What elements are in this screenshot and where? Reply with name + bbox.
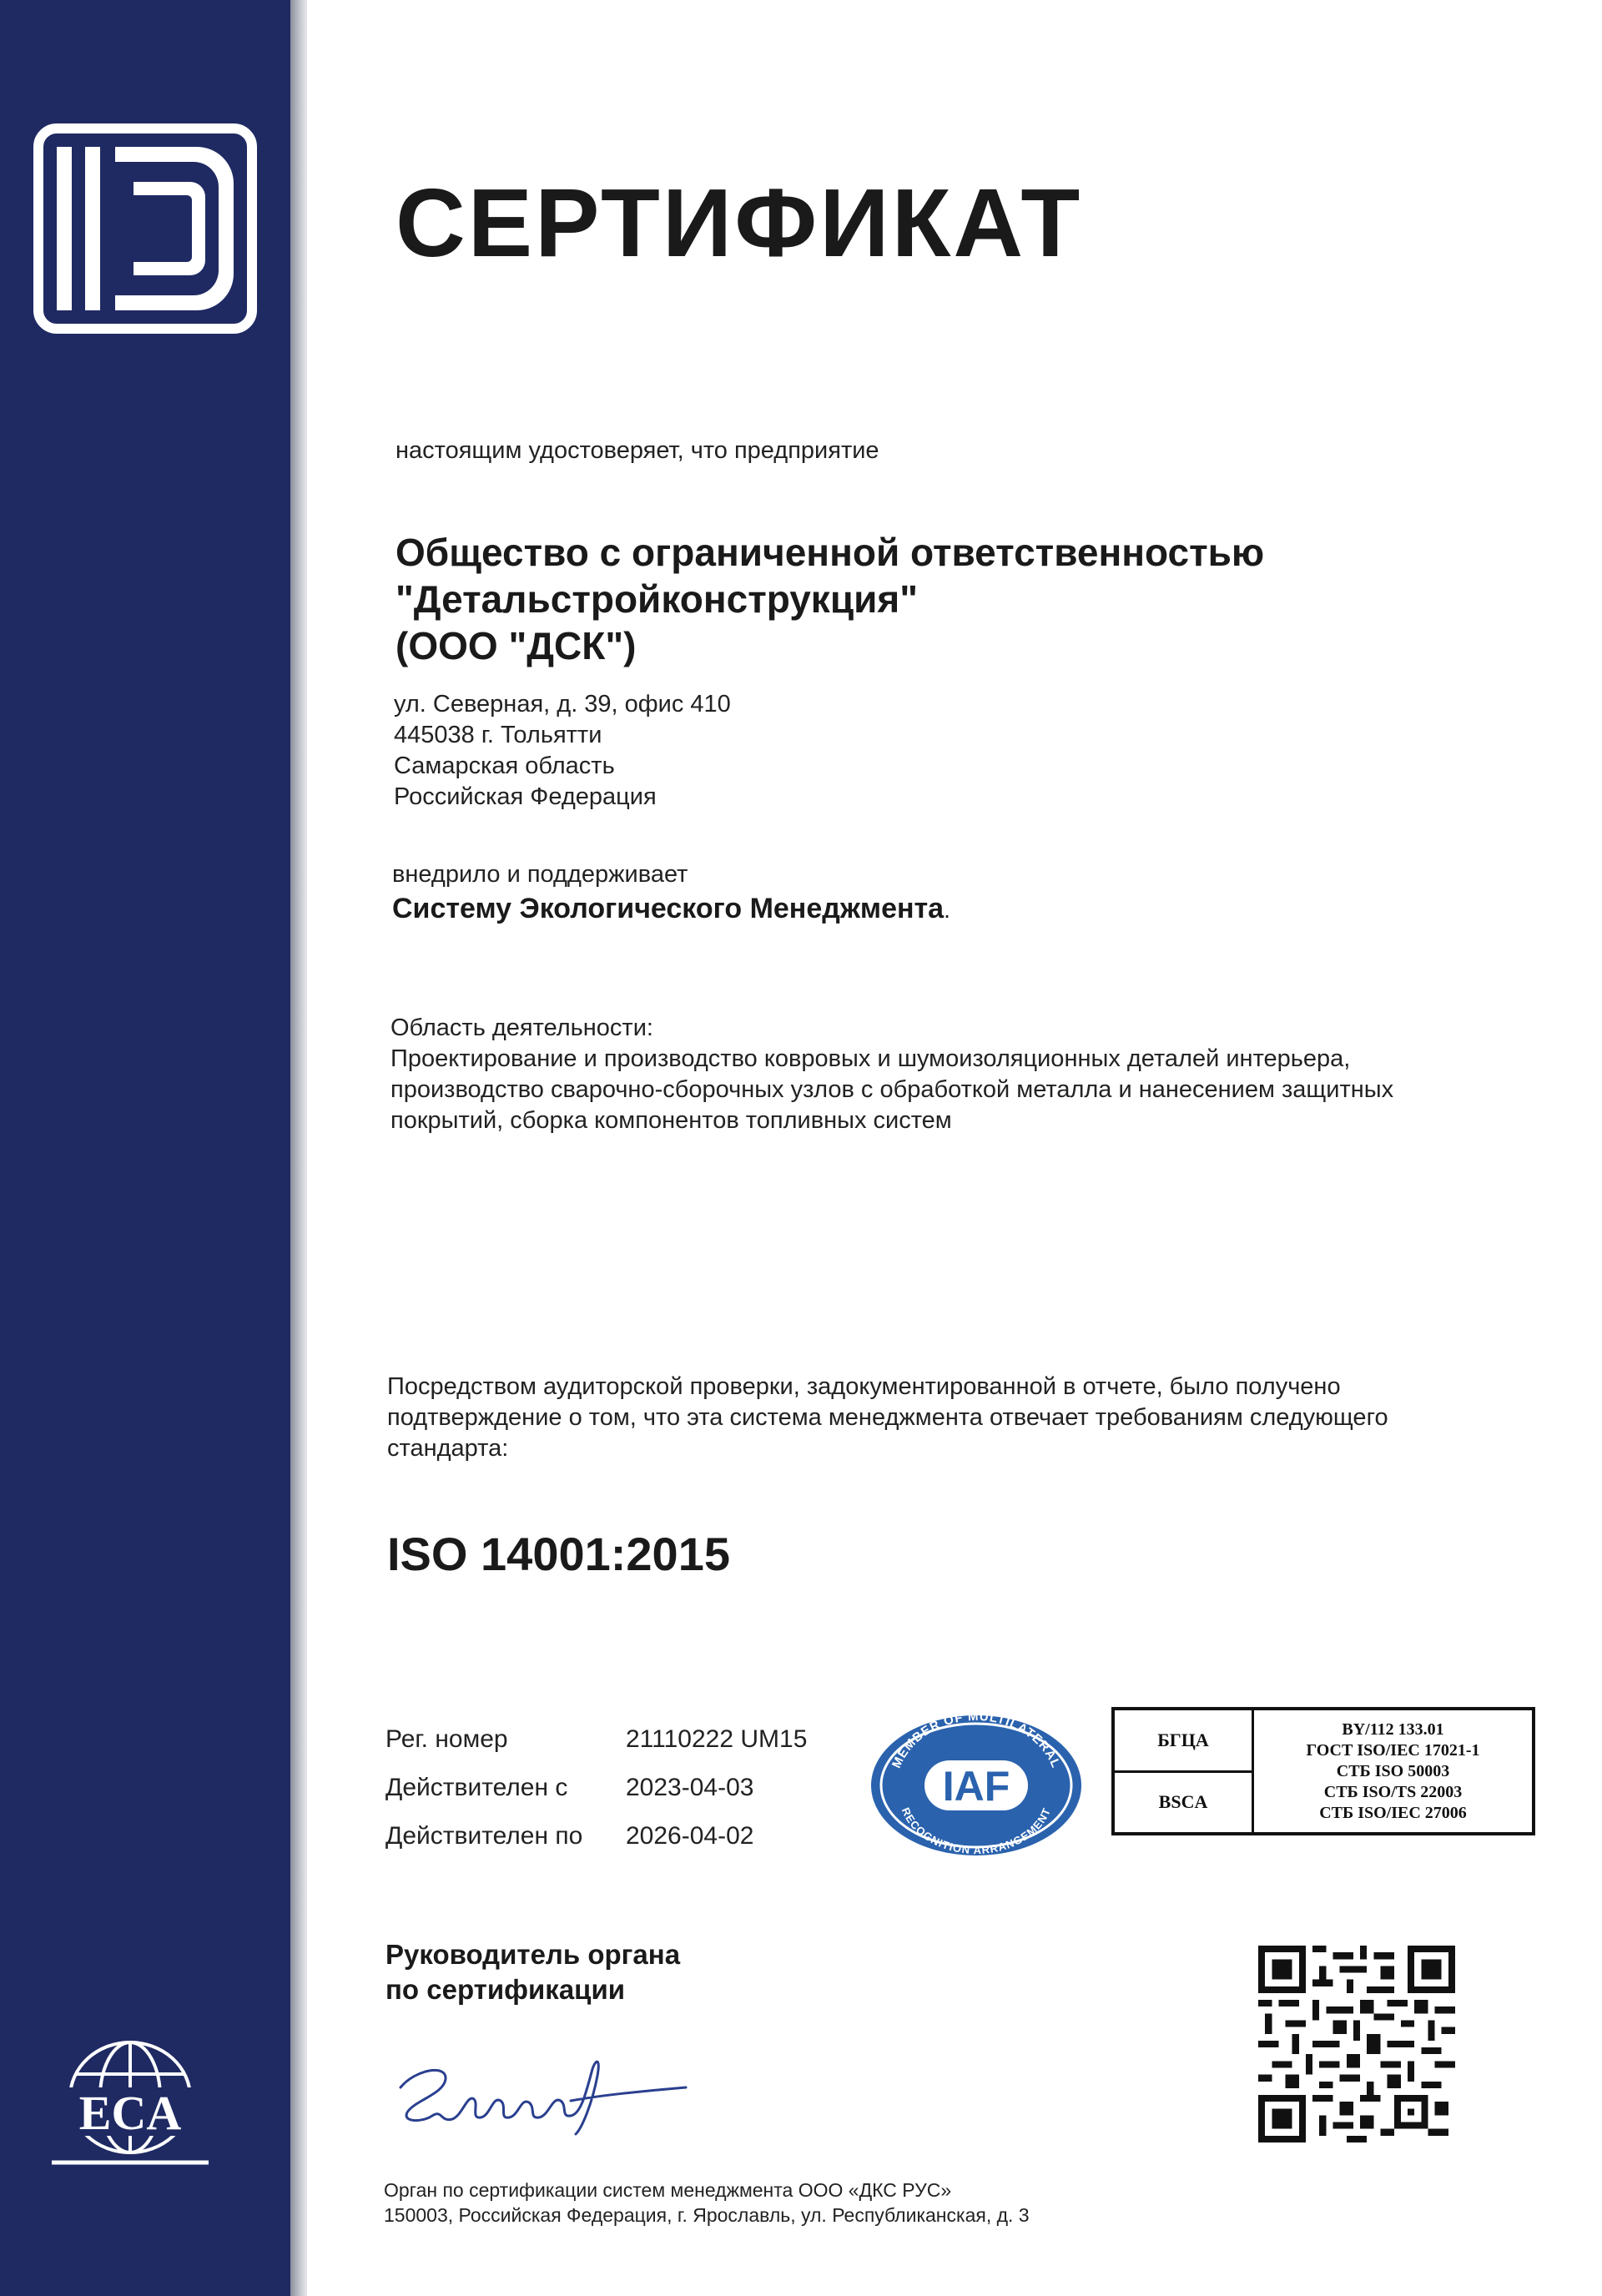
audit-line: Посредством аудиторской проверки, задокументированной в отчете, было получено <box>387 1373 1341 1400</box>
scope-line: покрытий, сборка компонентов топливных систем <box>390 1107 952 1134</box>
reg-number-row <box>385 1715 807 1764</box>
intro-text: настоящим удостоверяет, что предприятие <box>395 437 879 464</box>
reg-number-value: 21110222 UM15 <box>626 1725 808 1753</box>
valid-to-label: Действителен по <box>385 1822 583 1850</box>
accreditation-line: BY/112 133.01 <box>1342 1719 1444 1739</box>
signature-icon <box>382 2036 699 2144</box>
accreditation-details <box>1254 1710 1532 1832</box>
organization-name-line: (ООО "ДСК") <box>395 624 637 667</box>
organization-name-line: Общество с ограниченной ответственностью <box>395 531 1265 574</box>
accreditation-body-en: BSCA <box>1158 1791 1208 1813</box>
valid-from-value: 2023-04-03 <box>626 1774 754 1801</box>
iaf-top-arc-text: MEMBER OF MULTILATERAL <box>889 1709 1064 1770</box>
footer-line: Орган по сертификации систем менеджмента ООО «ДКС РУС» <box>384 2179 952 2201</box>
accreditation-line: ГОСТ ISO/IEC 17021-1 <box>1306 1740 1480 1760</box>
registration-block <box>385 1715 807 1860</box>
head-title-line: Руководитель органа <box>385 1939 681 1970</box>
scope-section <box>390 1013 1393 1136</box>
accreditation-line: СТБ ISO/IEC 27006 <box>1319 1803 1467 1822</box>
footer-line: 150003, Российская Федерация, г. Ярославль, ул. Республиканская, д. 3 <box>384 2204 1030 2226</box>
accreditation-body-names <box>1115 1710 1254 1832</box>
head-of-body-title <box>385 1937 680 2007</box>
valid-to-row <box>385 1812 807 1860</box>
audit-line: подтверждение о том, что эта система менеджмента отвечает требованиям следующего <box>387 1404 1388 1431</box>
system-intro: внедрило и поддерживает <box>392 861 688 888</box>
standard-name: ISO 14001:2015 <box>387 1528 730 1580</box>
system-name-text: Систему Экологического Менеджмента <box>392 893 945 924</box>
organization-name <box>395 529 1264 669</box>
audit-line: стандарта: <box>387 1435 509 1462</box>
certificate-title: СЕРТИФИКАТ <box>395 169 1083 277</box>
system-name-dot: . <box>944 897 950 923</box>
address-line: Самарская область <box>394 753 615 779</box>
qr-code-icon <box>1258 1946 1455 2142</box>
scope-label: Область деятельности: <box>390 1015 653 1041</box>
scope-line: Проектирование и производство ковровых и шумоизоляционных деталей интерьера, <box>390 1045 1351 1072</box>
accreditation-line: СТБ ISO 50003 <box>1336 1761 1450 1780</box>
sidebar-band <box>0 0 290 2296</box>
sidebar-edge <box>290 0 307 2296</box>
address-line: ул. Северная, д. 39, офис 410 <box>394 691 731 718</box>
eca-logo-icon <box>43 2036 217 2183</box>
address-line: Российская Федерация <box>394 783 657 810</box>
accreditation-box <box>1111 1707 1535 1835</box>
iaf-bottom-arc-text: RECOGNITION ARRANGEMENT <box>899 1805 1054 1857</box>
iaf-logo-text: IAF <box>942 1763 1010 1810</box>
footer-issuer <box>384 2178 1030 2228</box>
accreditation-body-ru: БГЦА <box>1115 1710 1252 1773</box>
system-name <box>392 893 950 925</box>
scope-line: производство сварочно-сборочных узлов с обработкой металла и нанесением защитных <box>390 1076 1394 1103</box>
valid-from-label: Действителен с <box>385 1774 568 1801</box>
valid-to-value: 2026-04-02 <box>626 1822 754 1850</box>
eca-logo-text: ECA <box>78 2086 182 2140</box>
organization-name-line: "Детальстройконструкция" <box>395 577 919 621</box>
reg-number-label: Рег. номер <box>385 1725 508 1753</box>
organization-address <box>394 689 731 813</box>
audit-statement <box>387 1372 1388 1464</box>
valid-from-row <box>385 1764 807 1812</box>
company-logo-icon <box>33 123 257 334</box>
head-title-line: по сертификации <box>385 1974 626 2005</box>
address-line: 445038 г. Тольятти <box>394 722 602 748</box>
accreditation-line: СТБ ISO/TS 22003 <box>1323 1782 1463 1801</box>
iaf-logo-icon <box>866 1702 1086 1857</box>
